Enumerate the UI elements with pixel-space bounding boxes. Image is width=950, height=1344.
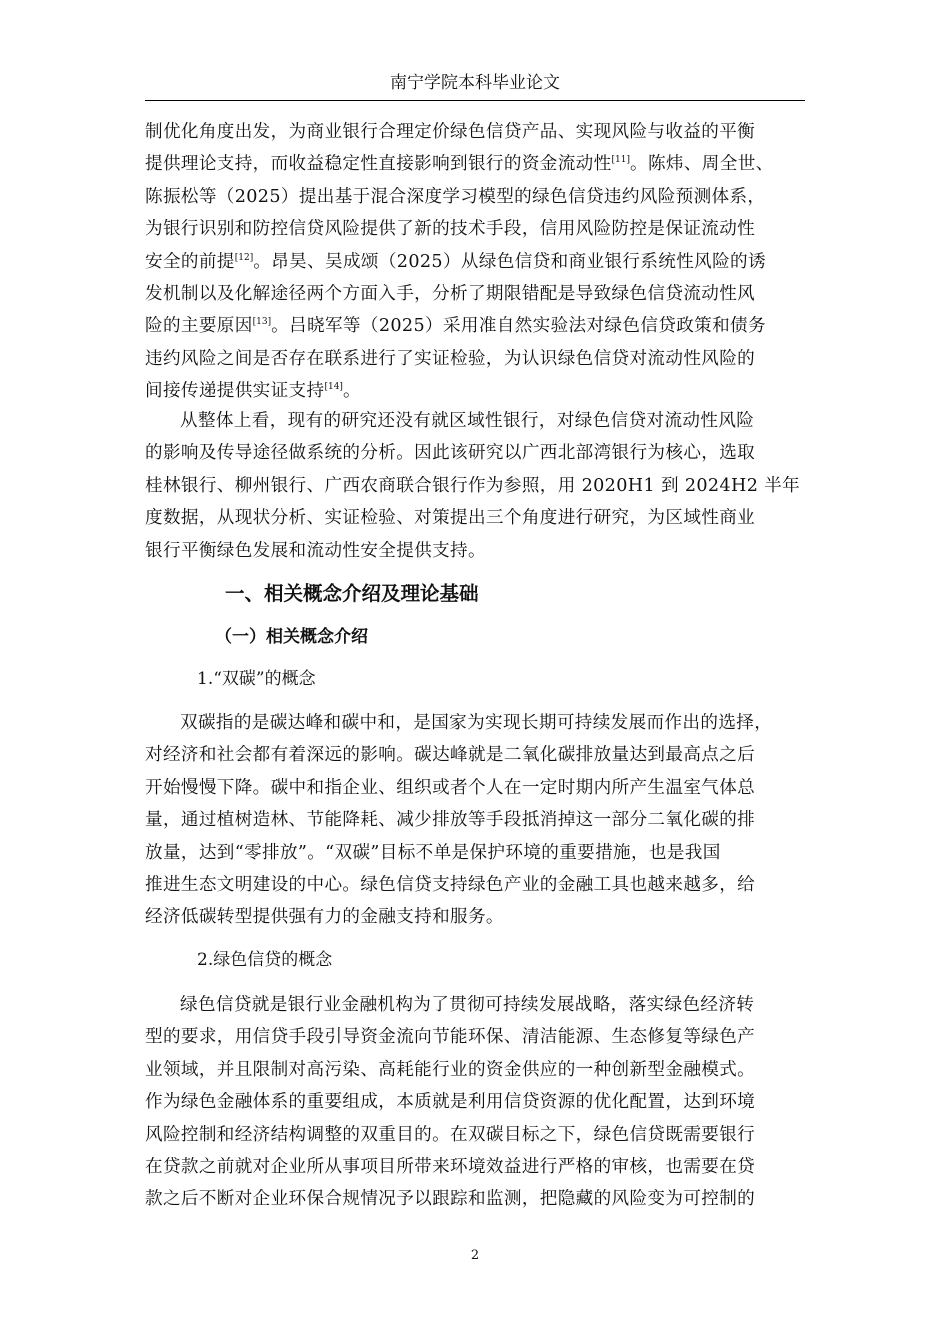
citation-ref: [12] [234,252,254,263]
text-line: 作为绿色金融体系的重要组成，本质就是利用信贷资源的优化配置，达到环境 [145,1092,756,1113]
header-divider [145,100,805,101]
text-line: 放量，达到“零排放”。“双碳”目标不单是保护环境的重要措施，也是我国 [145,842,721,863]
text-line: 险的主要原因[13]。吕晓军等（2025）采用准自然实验法对绿色信贷政策和债务 [145,316,766,337]
text-line: 开始慢慢下降。碳中和指企业、组织或者个人在一定时期内所产生温室气体总 [145,777,756,798]
text-line: 发机制以及化解途径两个方面入手，分析了期限错配是导致绿色信贷流动性风 [145,284,756,305]
citation-ref: [11] [611,155,631,166]
subsubsection-heading-green-credit: 2.绿色信贷的概念 [197,950,333,970]
subsubsection-heading-dual-carbon: 1.“双碳”的概念 [197,669,316,689]
text-line: 陈振松等（2025）提出基于混合深度学习模型的绿色信贷违约风险预测体系， [145,186,766,207]
subsection-heading: （一）相关概念介绍 [215,627,368,647]
text-line: 风险控制和经济结构调整的双重目的。在双碳目标之下，绿色信贷既需要银行 [145,1124,756,1145]
text-line: 为银行识别和防控信贷风险提供了新的技术手段，信用风险防控是保证流动性 [145,219,756,240]
text-line: 从整体上看，现有的研究还没有就区域性银行，对绿色信贷对流动性风险 [180,411,755,431]
text-line: 绿色信贷就是银行业金融机构为了贯彻可持续发展战略，落实绿色经济转 [180,995,755,1015]
text-line: 在贷款之前就对企业所从事项目所带来环境效益进行严格的审核，也需要在贷 [145,1157,756,1178]
citation-ref: [14] [324,382,343,393]
paragraph-dual-carbon [145,707,810,934]
text-line: 间接传递提供实证支持[14]。 [145,381,361,402]
text-line: 制优化角度出发，为商业银行合理定价绿色信贷产品、实现风险与收益的平衡 [145,122,756,142]
paragraph-literature-review [145,116,810,408]
text-line: 安全的前提[12]。昂昊、吴成颂（2025）从绿色信贷和商业银行系统性风险的诱 [145,251,766,272]
text-line: 违约风险之间是否存在联系进行了实证检验，为认识绿色信贷对流动性风险的 [145,348,756,369]
text-line: 量，通过植树造林、节能降耗、减少排放等手段抵消掉这一部分二氧化碳的排 [145,810,756,831]
paragraph-research-overview [145,405,810,567]
paragraph-green-credit [145,989,810,1216]
citation-ref: [13] [252,317,272,328]
text-line: 桂林银行、柳州银行、广西农商联合银行作为参照，用 2020H1 到 2024H2 半年 [145,475,801,496]
text-line: 银行平衡绿色发展和流动性安全提供支持。 [145,540,486,561]
text-line: 对经济和社会都有着深远的影响。碳达峰就是二氧化碳排放量达到最高点之后 [145,745,756,766]
text-line: 度数据，从现状分析、实证检验、对策提出三个角度进行研究，为区域性商业 [145,508,756,529]
section-heading: 一、相关概念介绍及理论基础 [225,582,479,605]
text-line: 的影响及传导途径做系统的分析。因此该研究以广西北部湾银行为核心，选取 [145,443,756,464]
text-line: 双碳指的是碳达峰和碳中和，是国家为实现长期可持续发展而作出的选择， [180,713,773,733]
page-header-title: 南宁学院本科毕业论文 [390,73,560,93]
text-line: 款之后不断对企业环保合规情况予以跟踪和监测，把隐藏的风险变为可控制的 [145,1189,756,1210]
text-line: 型的要求，用信贷手段引导资金流向节能环保、清洁能源、生态修复等绿色产 [145,1027,756,1048]
text-line: 提供理论支持，而收益稳定性直接影响到银行的资金流动性[11]。陈炜、周全世、 [145,154,774,175]
page-number: 2 [470,1248,480,1263]
text-line: 业领域，并且限制对高污染、高耗能行业的资金供应的一种创新型金融模式。 [145,1059,756,1080]
text-line: 经济低碳转型提供强有力的金融支持和服务。 [145,907,504,928]
text-line: 推进生态文明建设的中心。绿色信贷支持绿色产业的金融工具也越来越多，给 [145,875,756,896]
